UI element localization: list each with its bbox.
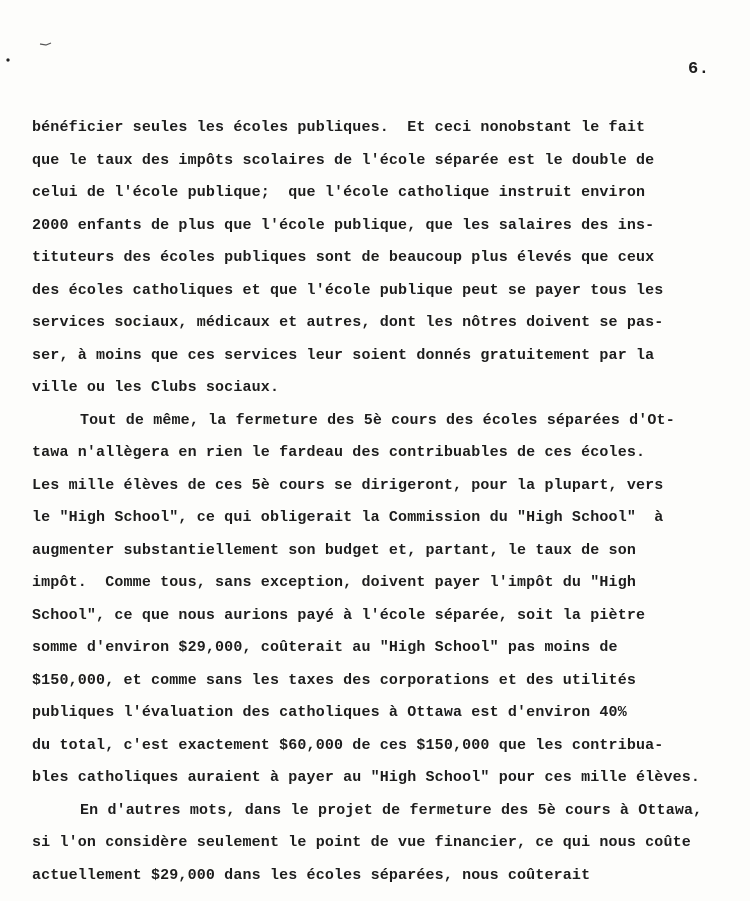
text-line: ville ou les Clubs sociaux. — [32, 379, 280, 396]
body-text — [32, 112, 742, 892]
text-line: augmenter substantiellement son budget et, partant, le taux de son — [32, 541, 636, 559]
text-line: que le taux des impôts scolaires de l'école séparée est le double de — [32, 151, 655, 169]
text-line: services sociaux, médicaux et autres, dont les nôtres doivent se pas- — [32, 314, 664, 331]
text-line: du total, c'est exactement $60,000 de ces $150,000 que les contribua- — [32, 736, 664, 754]
text-line: School", ce que nous aurions payé à l'école séparée, soit la piètre — [32, 606, 646, 624]
text-line: actuellement $29,000 dans les écoles séparées, nous coûterait — [32, 866, 591, 884]
text-line: somme d'environ $29,000, coûterait au "High School" pas moins de — [32, 639, 618, 656]
page-number: 6. — [688, 60, 710, 79]
text-line: si l'on considère seulement le point de vue financier, ce qui nous coûte — [32, 834, 691, 851]
text-line: $150,000, et comme sans les taxes des corporations et des utilités — [32, 671, 636, 689]
text-line: 2000 enfants de plus que l'école publique, que les salaires des ins- — [32, 216, 655, 234]
text-line: ser, à moins que ces services leur soient donnés gratuitement par la — [32, 346, 655, 364]
text-line: tituteurs des écoles publiques sont de beaucoup plus élevés que ceux — [32, 249, 655, 266]
text-line: impôt. Comme tous, sans exception, doivent payer l'impôt du "High — [32, 574, 636, 591]
text-line: le "High School", ce qui obligerait la Commission du "High School" à — [32, 509, 664, 526]
paragraph-first-line: Tout de même, la fermeture des 5è cours des écoles séparées d'Ot- — [80, 411, 675, 429]
text-line: Les mille élèves de ces 5è cours se dirigeront, pour la plupart, vers — [32, 476, 664, 494]
text-line: tawa n'allègera en rien le fardeau des contribuables de ces écoles. — [32, 444, 646, 461]
paper-specks — [2, 38, 62, 68]
text-line: des écoles catholiques et que l'école publique peut se payer tous les — [32, 281, 664, 299]
text-line: celui de l'école publique; que l'école catholique instruit environ — [32, 184, 646, 201]
paragraph-first-line: En d'autres mots, dans le projet de fermeture des 5è cours à Ottawa, — [80, 801, 703, 819]
text-line: bénéficier seules les écoles publiques. Et ceci nonobstant le fait — [32, 119, 646, 136]
text-line: publiques l'évaluation des catholiques à Ottawa est d'environ 40% — [32, 704, 627, 721]
text-line: bles catholiques auraient à payer au "High School" pour ces mille élèves. — [32, 769, 701, 786]
